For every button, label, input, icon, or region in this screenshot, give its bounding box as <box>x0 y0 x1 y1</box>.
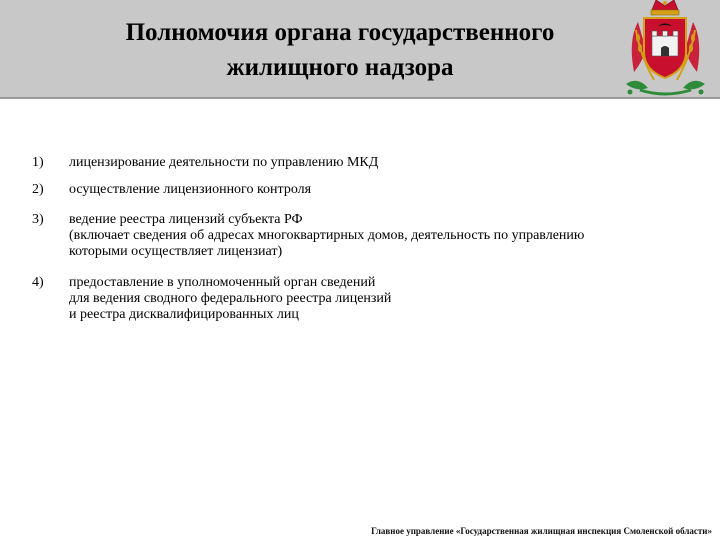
list-item-text: осуществление лицензионного контроля <box>69 182 312 197</box>
list-item-text: ведение реестра лицензий субъекта РФ (включает сведения об адресах многоквартирных домов, деятельность по управлению которыми осуществляет лицензиат) <box>69 212 585 259</box>
list-item-number: 1) <box>32 155 44 170</box>
leaves-icon <box>626 81 705 95</box>
slide-title: Полномочия органа государственного жилищного надзора <box>125 19 555 81</box>
list-item-text: лицензирование деятельности по управлению МКД <box>69 155 379 170</box>
footer-organization: Главное управление «Государственная жилищная инспекция Смоленской области» <box>371 526 712 536</box>
list-item-number: 2) <box>32 182 44 197</box>
slide-header <box>0 0 720 99</box>
crown-icon <box>651 0 679 15</box>
list-item-number: 3) <box>32 212 44 227</box>
coat-of-arms-icon <box>618 0 713 99</box>
shield-icon <box>644 18 686 78</box>
list-item-number: 4) <box>32 275 44 290</box>
list-item-text: предоставление в уполномоченный орган сведений для ведения сводного федерального реестра лицензий и реестра дисквалифицированных лиц <box>69 275 392 322</box>
